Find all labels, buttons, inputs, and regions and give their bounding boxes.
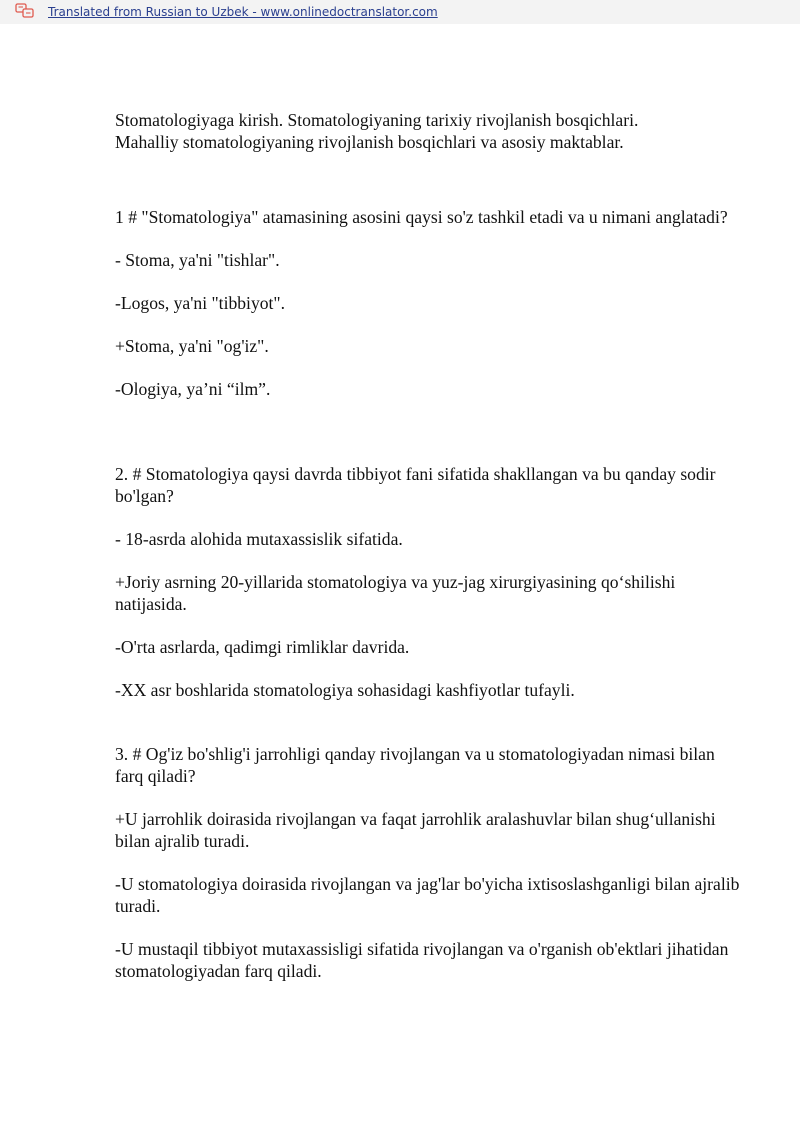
title-line: Stomatologiyaga kirish. Stomatologiyaning tarixiy rivojlanish bosqichlari. bbox=[115, 110, 639, 130]
answer-option: - Stoma, ya'ni "tishlar". bbox=[115, 250, 280, 270]
question-text: 2. # Stomatologiya qaysi davrda tibbiyot fani sifatida shakllangan va bu qanday sodir bo'lgan? bbox=[115, 464, 716, 506]
translator-link[interactable]: Translated from Russian to Uzbek - www.onlinedoctranslator.com bbox=[48, 5, 438, 19]
question-text: 3. # Og'iz bo'shlig'i jarrohligi qanday rivojlangan va u stomatologiyadan nimasi bilan farq qiladi? bbox=[115, 744, 715, 786]
question-2 bbox=[115, 463, 745, 701]
answer-option: -XX asr boshlarida stomatologiya sohasidagi kashfiyotlar tufayli. bbox=[115, 680, 575, 700]
translation-banner bbox=[0, 0, 800, 24]
document-body bbox=[115, 109, 745, 982]
question-3 bbox=[115, 743, 745, 982]
answer-option: -Ologiya, ya’ni “ilm”. bbox=[115, 379, 271, 399]
title-line: Mahalliy stomatologiyaning rivojlanish bosqichlari va asosiy maktablar. bbox=[115, 132, 624, 152]
translate-icon bbox=[15, 3, 35, 19]
answer-option: - 18-asrda alohida mutaxassislik sifatida. bbox=[115, 529, 403, 549]
document-title bbox=[115, 109, 745, 153]
question-1 bbox=[115, 206, 745, 400]
answer-option: -U mustaqil tibbiyot mutaxassisligi sifatida rivojlangan va o'rganish ob'ektlari jihatidan stomatologiyadan farq qiladi. bbox=[115, 939, 729, 981]
answer-option: +Stoma, ya'ni "og'iz". bbox=[115, 336, 269, 356]
answer-option: -Logos, ya'ni "tibbiyot". bbox=[115, 293, 286, 313]
question-text: 1 # "Stomatologiya" atamasining asosini qaysi so'z tashkil etadi va u nimani anglatadi? bbox=[115, 207, 728, 227]
answer-option: -O'rta asrlarda, qadimgi rimliklar davrida. bbox=[115, 637, 410, 657]
answer-option: +U jarrohlik doirasida rivojlangan va faqat jarrohlik aralashuvlar bilan shug‘ullanishi bilan ajralib turadi. bbox=[115, 809, 716, 851]
answer-option: +Joriy asrning 20-yillarida stomatologiya va yuz-jag xirurgiyasining qo‘shilishi natijasida. bbox=[115, 572, 676, 614]
answer-option: -U stomatologiya doirasida rivojlangan va jag'lar bo'yicha ixtisoslashganligi bilan ajralib turadi. bbox=[115, 874, 740, 916]
